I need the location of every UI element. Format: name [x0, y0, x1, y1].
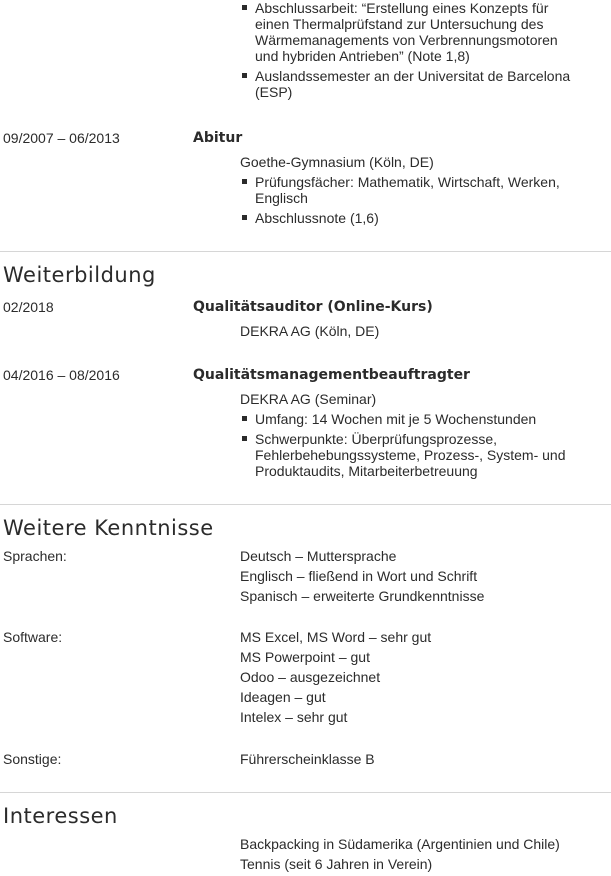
entry-institution: Goethe-Gymnasium (Köln, DE)	[240, 154, 434, 170]
list-item: MS Powerpoint – gut	[240, 649, 370, 665]
skill-label-sonstige: Sonstige:	[3, 751, 62, 767]
entry-body	[240, 154, 580, 230]
section-divider	[0, 504, 611, 505]
list-item: Englisch – fließend in Wort und Schrift	[240, 568, 478, 584]
section-title-weiterbildung: Weiterbildung	[3, 263, 156, 287]
skill-list-software	[240, 629, 580, 729]
entry-date: 09/2007 – 06/2013	[3, 130, 120, 146]
section-divider	[0, 792, 611, 793]
entry-title: Qualitätsmanagementbeauftragter	[193, 367, 470, 383]
skill-label-sprachen: Sprachen:	[3, 548, 67, 564]
list-item: Intelex – sehr gut	[240, 709, 348, 725]
list-item: Abschlussnote (1,6)	[240, 210, 580, 226]
entry-institution: DEKRA AG (Köln, DE)	[240, 323, 380, 339]
skill-list-sonstige	[240, 751, 580, 771]
list-item: Schwerpunkte: Überprüfungsprozesse, Fehlerbehebungssysteme, Prozess-, System- und Produktaudits, Mitarbeiterbetreuung	[240, 431, 580, 479]
entry-body	[240, 323, 580, 343]
list-item: Abschlussarbeit: “Erstellung eines Konzepts für einen Thermalprüfstand zur Untersuchung des Wärmemanagements von Verbrennungsmotoren und hybriden Antrieben” (Note 1,8)	[240, 0, 580, 64]
list-item: Auslandssemester an der Universitat de Barcelona (ESP)	[240, 68, 580, 100]
studium-details	[240, 0, 580, 104]
entry-institution: DEKRA AG (Seminar)	[240, 391, 377, 407]
entry-body	[240, 391, 580, 483]
list-item: Führerscheinklasse B	[240, 751, 375, 767]
entry-date: 02/2018	[3, 299, 54, 315]
skill-list-sprachen	[240, 548, 580, 608]
skill-label-software: Software:	[3, 629, 63, 645]
list-item: Tennis (seit 6 Jahren in Verein)	[240, 856, 433, 872]
list-item: Backpacking in Südamerika (Argentinien und Chile)	[240, 836, 560, 852]
list-item: Odoo – ausgezeichnet	[240, 669, 381, 685]
list-item: Spanisch – erweiterte Grundkenntnisse	[240, 588, 485, 604]
list-item: Prüfungsfächer: Mathematik, Wirtschaft, Werken, Englisch	[240, 174, 580, 206]
list-item: Umfang: 14 Wochen mit je 5 Wochenstunden	[240, 411, 580, 427]
entry-title: Abitur	[193, 130, 243, 146]
list-item: Ideagen – gut	[240, 689, 326, 705]
interests-list	[240, 836, 580, 876]
list-item: MS Excel, MS Word – sehr gut	[240, 629, 432, 645]
entry-title: Qualitätsauditor (Online-Kurs)	[193, 299, 433, 315]
section-title-kenntnisse: Weitere Kenntnisse	[3, 516, 214, 540]
list-item: Deutsch – Muttersprache	[240, 548, 397, 564]
section-divider	[0, 251, 611, 252]
section-title-interessen: Interessen	[3, 804, 118, 828]
entry-date: 04/2016 – 08/2016	[3, 367, 120, 383]
